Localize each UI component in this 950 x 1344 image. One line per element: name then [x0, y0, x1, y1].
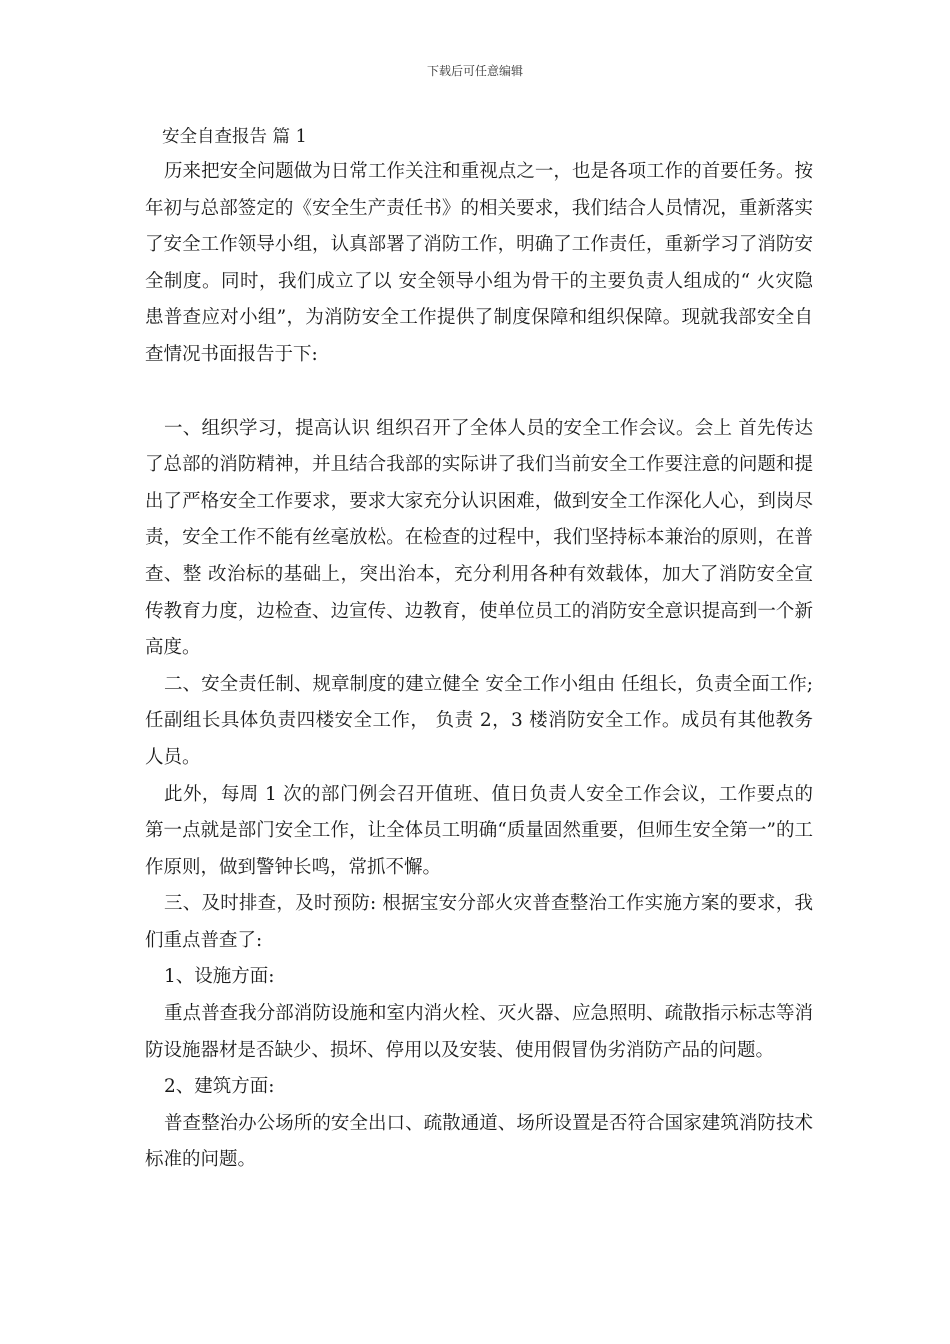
subheading-buildings: 2、建筑方面: — [164, 1076, 275, 1098]
subheading-facilities: 1、设施方面: — [164, 966, 275, 988]
paragraph-facilities: 重点普查我分部消防设施和室内消火栓、灭火器、应急照明、疏散指示标志等消防设施器材是否缺少、损坏、停用以及安装、使用假冒伪劣消防产品的问题。 — [145, 1003, 813, 1061]
paragraph-section-2: 二、安全责任制、规章制度的建立健全 安全工作小组由 任组长，负责全面工作; 任副组长具体负责四楼安全工作， 负责 2，3 楼消防安全工作。成员有其他教务人员。 — [145, 673, 813, 768]
blank-line — [145, 374, 813, 411]
document-title: 安全自查报告 篇 1 — [162, 127, 307, 147]
paragraph-intro: 历来把安全问题做为日常工作关注和重视点之一，也是各项工作的首要任务。按年初与总部签定的《安全生产责任书》的相关要求，我们结合人员情况，重新落实了安全工作领导小组，认真部署了消防工作，明确了工作责任，重新学习了消防安全制度。同时，我们成立了以 安全领导小组为骨干的主要负责人组成的“ 火灾隐患普查应对小组”，为消防安全工作提供了制度保障和组织保障。现就我部安全自查情况书面报告于下: — [145, 161, 813, 365]
paragraph-section-1: 一、组织学习，提高认识 组织召开了全体人员的安全工作会议。会上 首先传达了总部的消防精神，并且结合我部的实际讲了我们当前安全工作要注意的问题和提出了严格安全工作要求，要求大家充分认识困难，做到安全工作深化人心，到岗尽责，安全工作不能有丝毫放松。在检查的过程中，我们坚持标本兼治的原则，在普查、整 改治标的基础上，突出治本，充分利用各种有效载体，加大了消防安全宣传教育力度，边检查、边宣传、边教育，使单位员工的消防安全意识提高到一个新高度。 — [145, 417, 813, 659]
header-note: 下载后可任意编辑 — [426, 64, 523, 78]
document-body — [145, 120, 813, 1179]
paragraph-buildings: 普查整治办公场所的安全出口、疏散通道、场所设置是否符合国家建筑消防技术标准的问题。 — [145, 1112, 813, 1171]
paragraph-section-3: 三、及时排查，及时预防: 根据宝安分部火灾普查整治工作实施方案的要求，我们重点普查了: — [145, 893, 813, 951]
paragraph-additional: 此外，每周 1 次的部门例会召开值班、值日负责人安全工作会议，工作要点的第一点就是部门安全工作，让全体员工明确“质量固然重要，但师生安全第一”的工作原则，做到警钟长鸣，常抓不懈。 — [145, 783, 813, 878]
